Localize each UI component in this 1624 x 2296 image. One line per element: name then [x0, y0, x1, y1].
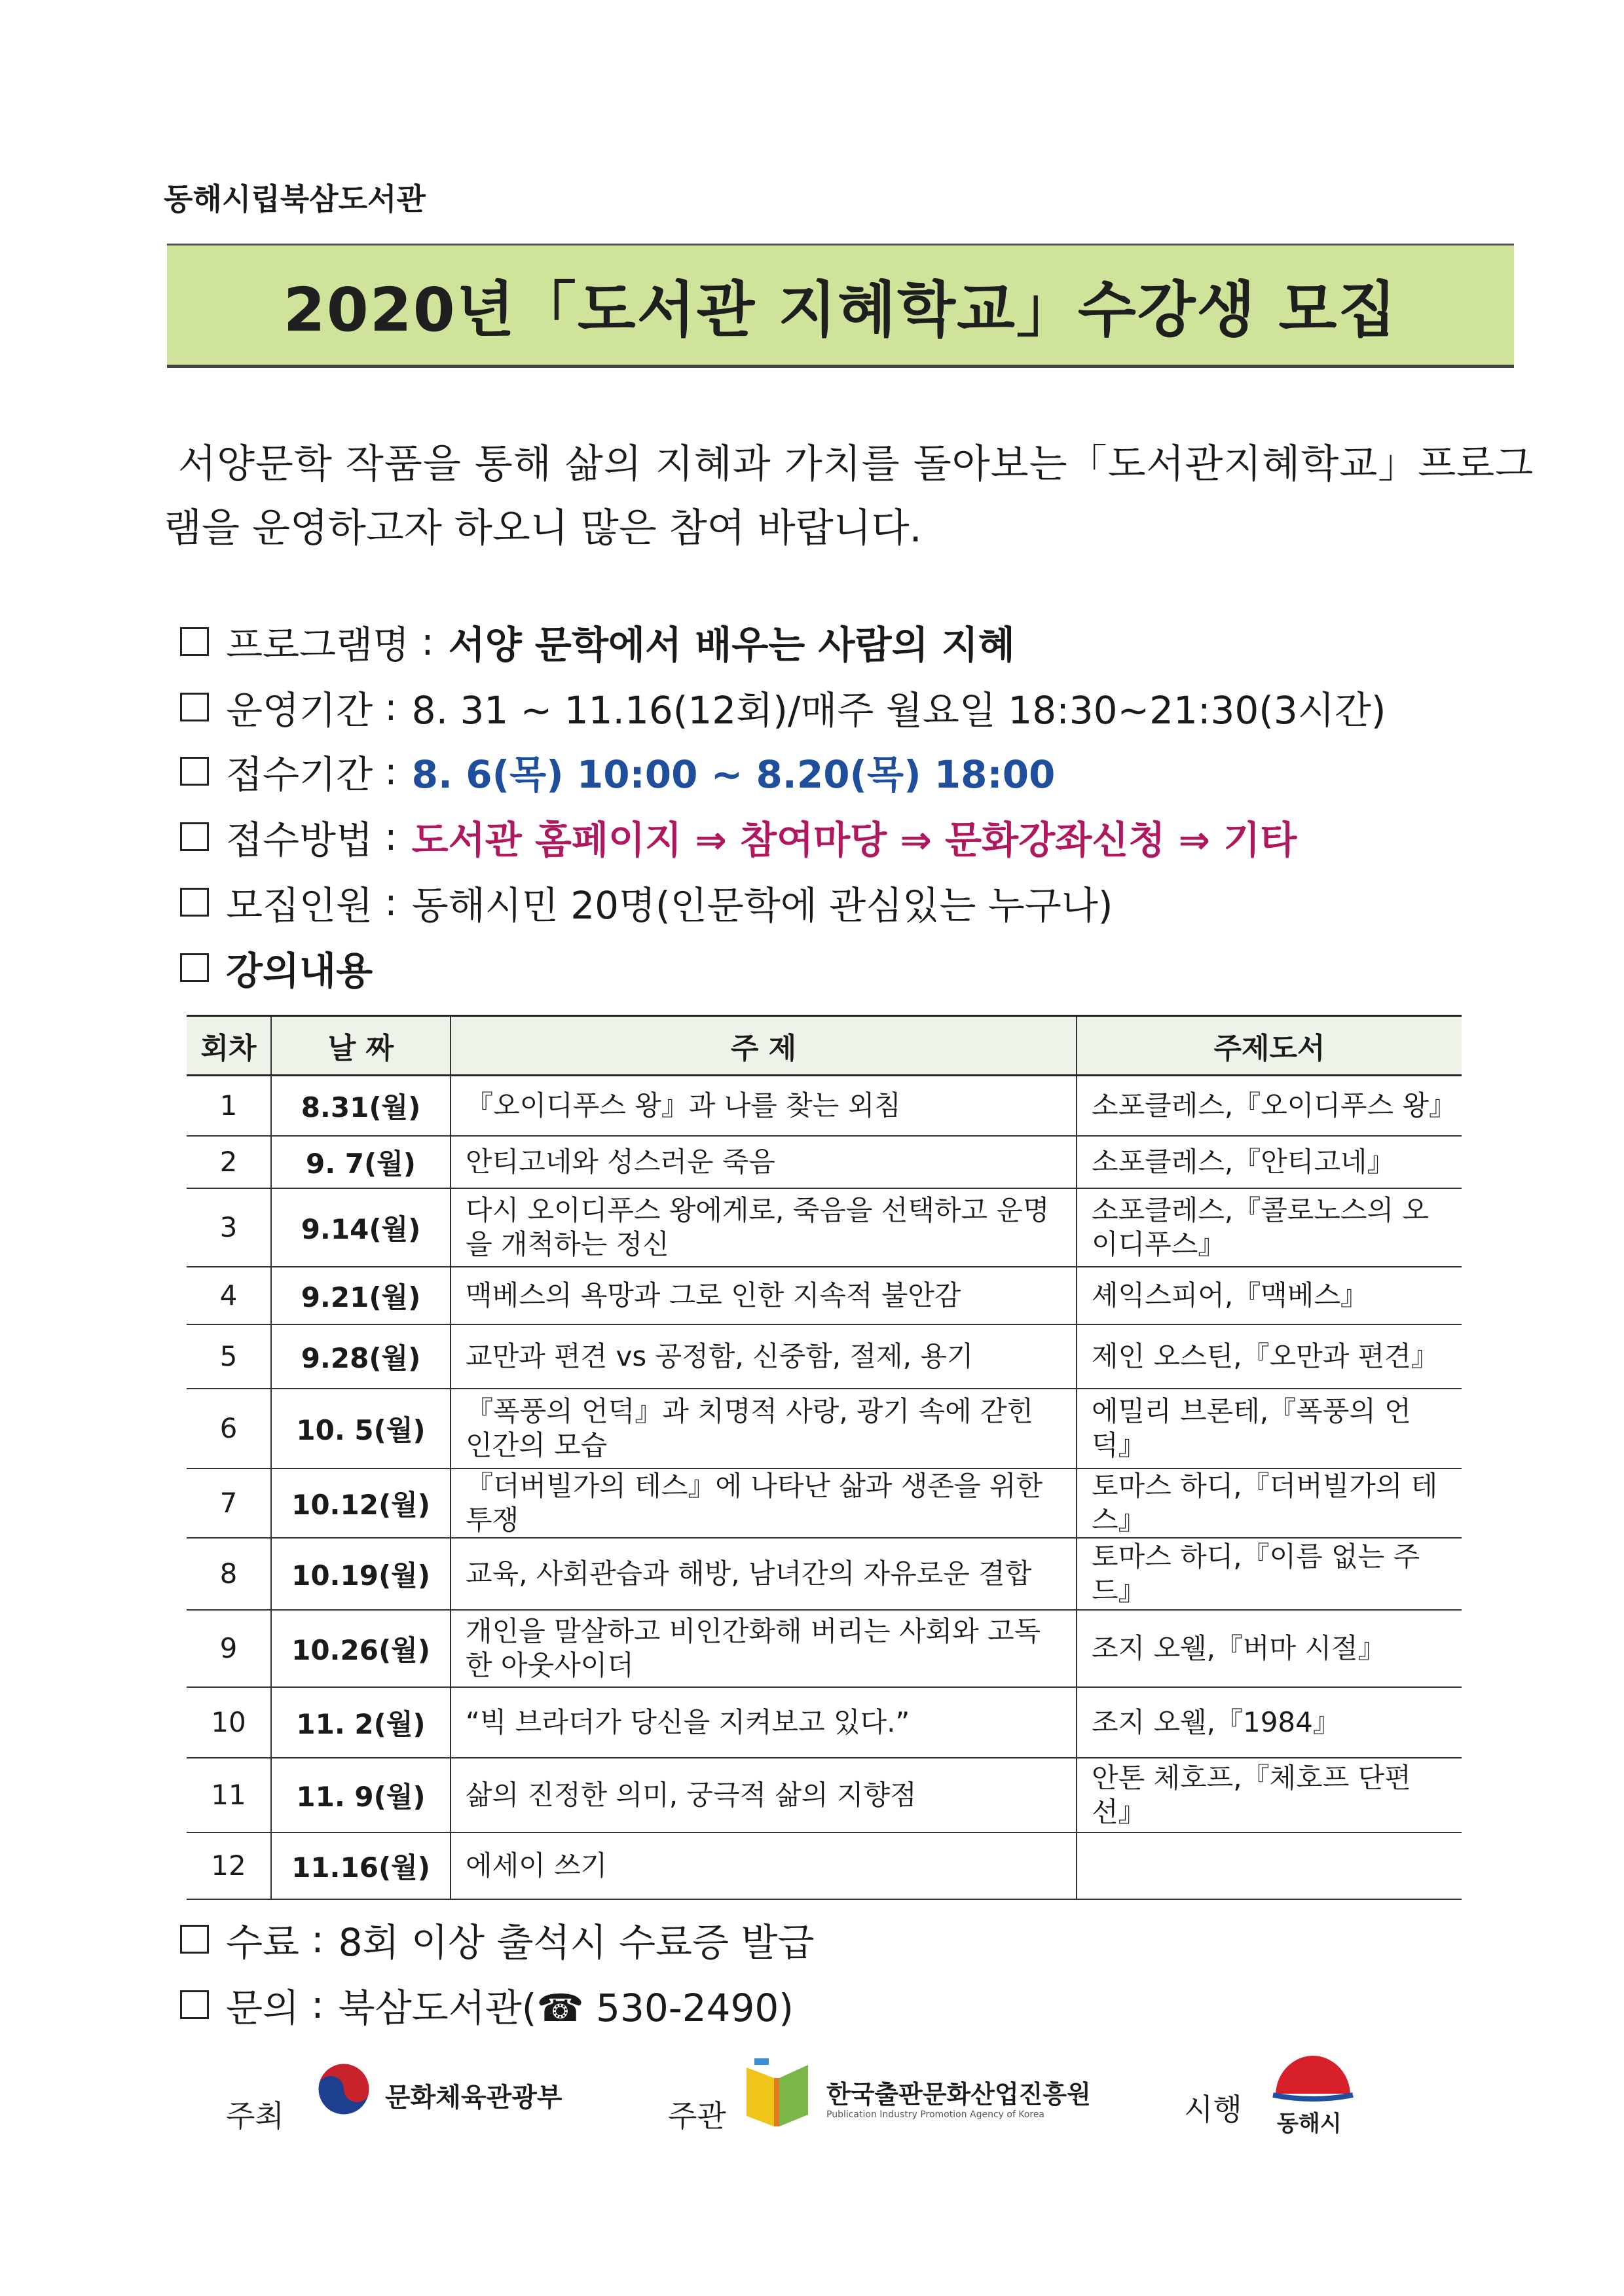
session-book: 에밀리 브론테,『폭풍의 언덕』: [1077, 1389, 1462, 1468]
table-row: [187, 1832, 1462, 1899]
info-label: 문의: [226, 1986, 300, 2030]
session-book: 셰익스피어,『맥베스』: [1077, 1267, 1462, 1324]
executor-name: 동해시: [1277, 2111, 1342, 2137]
table-row: [187, 1136, 1462, 1188]
intro-line-1: 서양문학 작품을 통해 삶의 지혜과 가치를 돌아보는「도서관지혜학교」프로그: [178, 441, 1534, 487]
session-topic: 개인을 말살하고 비인간화해 버리는 사회와 고독한 아웃사이더: [451, 1610, 1077, 1687]
info-apply-method: 접수방법 : 도서관 홈페이지 ⇒ 참여마당 ⇒ 문화강좌신청 ⇒ 기타: [180, 809, 1297, 864]
session-book: 소포클레스,『안티고네』: [1077, 1136, 1462, 1188]
info-period: 운영기간 : 8. 31 ~ 11.16(12회)/매주 월요일 18:30~21:30(3시간): [180, 680, 1386, 735]
table-header-row: [187, 1016, 1462, 1076]
info-label: 강의내용: [226, 949, 373, 993]
session-topic: “빅 브라더가 당신을 지켜보고 있다.”: [451, 1687, 1077, 1758]
session-number: 1: [187, 1076, 271, 1136]
table-row: [187, 1389, 1462, 1468]
info-value: 8회 이상 출석시 수료증 발급: [338, 1920, 815, 1965]
info-label: 수료: [226, 1920, 300, 1965]
info-value: 서양 문학에서 배우는 사람의 지혜: [448, 623, 1015, 667]
government-emblem-icon: [314, 2060, 373, 2119]
session-number: 4: [187, 1267, 271, 1324]
info-completion: 수료 : 8회 이상 출석시 수료증 발급: [180, 1912, 815, 1967]
schedule-table: [187, 1015, 1462, 1900]
table-row: [187, 1076, 1462, 1136]
column-header: 주제도서: [1077, 1016, 1462, 1076]
table-row: [187, 1758, 1462, 1832]
executor-label: 시행: [1184, 2092, 1242, 2127]
info-value: 8. 31 ~ 11.16(12회)/매주 월요일 18:30~21:30(3시간): [411, 688, 1386, 733]
session-book: 토마스 하디,『이름 없는 주드』: [1077, 1538, 1462, 1610]
session-book: 조지 오웰,『1984』: [1077, 1687, 1462, 1758]
session-date: 10.12(월): [271, 1468, 451, 1538]
column-header: 회차: [187, 1016, 271, 1076]
info-lecture: [180, 940, 373, 995]
session-date: 11.16(월): [271, 1832, 451, 1899]
intro-text: [164, 432, 1534, 560]
info-value: 동해시민 20명(인문학에 관심있는 누구나): [411, 883, 1113, 928]
session-number: 10: [187, 1687, 271, 1758]
session-book: 제인 오스틴,『오만과 편견』: [1077, 1324, 1462, 1389]
session-topic: 맥베스의 욕망과 그로 인한 지속적 불안감: [451, 1267, 1077, 1324]
organizer-subtitle: Publication Industry Promotion Agency of Korea: [826, 2109, 1045, 2120]
session-date: 9.14(월): [271, 1188, 451, 1267]
info-value: 8. 6(목) 10:00 ~ 8.20(목) 18:00: [411, 752, 1056, 797]
session-topic: 『더버빌가의 테스』에 나타난 삶과 생존을 위한 투쟁: [451, 1468, 1077, 1538]
organizer-label: 주관: [668, 2098, 726, 2134]
checkbox-icon: [180, 1990, 209, 2019]
host-label: 주최: [226, 2098, 284, 2134]
session-book: 토마스 하디,『더버빌가의 테스』: [1077, 1468, 1462, 1538]
column-header: 주 제: [451, 1016, 1077, 1076]
info-value: 북삼도서관(☎ 530-2490): [338, 1986, 794, 2030]
info-label: 접수방법: [226, 818, 373, 862]
session-topic: 안티고네와 성스러운 죽음: [451, 1136, 1077, 1188]
table-row: [187, 1538, 1462, 1610]
checkbox-icon: [180, 693, 209, 721]
info-program: 프로그램명 : 서양 문학에서 배우는 사람의 지혜: [180, 614, 1015, 669]
page-title: 2020년「도서관 지혜학교」수강생 모집: [283, 275, 1398, 345]
session-book: 조지 오웰,『버마 시절』: [1077, 1610, 1462, 1687]
info-value: 도서관 홈페이지 ⇒ 참여마당 ⇒ 문화강좌신청 ⇒ 기타: [411, 818, 1297, 862]
table-row: [187, 1324, 1462, 1389]
session-number: 6: [187, 1389, 271, 1468]
donghae-logo-icon: [1270, 2050, 1356, 2103]
column-header: 날 짜: [271, 1016, 451, 1076]
session-topic: 『오이디푸스 왕』과 나를 찾는 외침: [451, 1076, 1077, 1136]
checkbox-icon: [180, 953, 209, 982]
info-inquiry: 문의 : 북삼도서관(☎ 530-2490): [180, 1977, 794, 2032]
session-topic: 교육, 사회관습과 해방, 남녀간의 자유로운 결합: [451, 1538, 1077, 1610]
session-number: 5: [187, 1324, 271, 1389]
title-banner: [167, 244, 1514, 368]
intro-line-2: 램을 운영하고자 하오니 많은 참여 바랍니다.: [164, 505, 922, 551]
session-number: 11: [187, 1758, 271, 1832]
session-date: 9.21(월): [271, 1267, 451, 1324]
info-recruit: 모집인원 : 동해시민 20명(인문학에 관심있는 누구나): [180, 875, 1113, 930]
session-date: 9. 7(월): [271, 1136, 451, 1188]
table-row: [187, 1468, 1462, 1538]
table-row: [187, 1188, 1462, 1267]
checkbox-icon: [180, 627, 209, 656]
checkbox-icon: [180, 757, 209, 786]
info-label: 모집인원: [226, 883, 373, 928]
organizer-name: 한국출판문화산업진흥원: [826, 2080, 1091, 2109]
session-book: 소포클레스,『오이디푸스 왕』: [1077, 1076, 1462, 1136]
session-book: [1077, 1832, 1462, 1899]
info-apply-period: 접수기간 : 8. 6(목) 10:00 ~ 8.20(목) 18:00: [180, 744, 1055, 799]
session-date: 10. 5(월): [271, 1389, 451, 1468]
session-date: 9.28(월): [271, 1324, 451, 1389]
session-date: 11. 9(월): [271, 1758, 451, 1832]
checkbox-icon: [180, 1925, 209, 1954]
session-number: 7: [187, 1468, 271, 1538]
checkbox-icon: [180, 822, 209, 851]
info-label: 접수기간: [226, 752, 373, 797]
checkbox-icon: [180, 888, 209, 917]
session-number: 9: [187, 1610, 271, 1687]
session-number: 8: [187, 1538, 271, 1610]
session-date: 10.19(월): [271, 1538, 451, 1610]
session-topic: 『폭풍의 언덕』과 치명적 사랑, 광기 속에 갇힌 인간의 모습: [451, 1389, 1077, 1468]
host-name: 문화체육관광부: [385, 2083, 563, 2113]
session-number: 3: [187, 1188, 271, 1267]
session-topic: 다시 오이디푸스 왕에게로, 죽음을 선택하고 운명을 개척하는 정신: [451, 1188, 1077, 1267]
session-topic: 에세이 쓰기: [451, 1832, 1077, 1899]
session-topic: 교만과 편견 vs 공정함, 신중함, 절제, 용기: [451, 1324, 1077, 1389]
session-date: 8.31(월): [271, 1076, 451, 1136]
session-number: 2: [187, 1136, 271, 1188]
info-label: 운영기간: [226, 688, 373, 733]
table-row: [187, 1687, 1462, 1758]
session-topic: 삶의 진정한 의미, 궁극적 삶의 지향점: [451, 1758, 1077, 1832]
info-label: 프로그램명: [226, 623, 410, 667]
session-date: 10.26(월): [271, 1610, 451, 1687]
session-book: 소포클레스,『콜로노스의 오이디푸스』: [1077, 1188, 1462, 1267]
session-book: 안톤 체호프,『체호프 단편선』: [1077, 1758, 1462, 1832]
table-row: [187, 1610, 1462, 1687]
table-row: [187, 1267, 1462, 1324]
session-date: 11. 2(월): [271, 1687, 451, 1758]
book-logo-icon: [740, 2056, 819, 2132]
organization-name: 동해시립북삼도서관: [164, 181, 426, 217]
session-number: 12: [187, 1832, 271, 1899]
